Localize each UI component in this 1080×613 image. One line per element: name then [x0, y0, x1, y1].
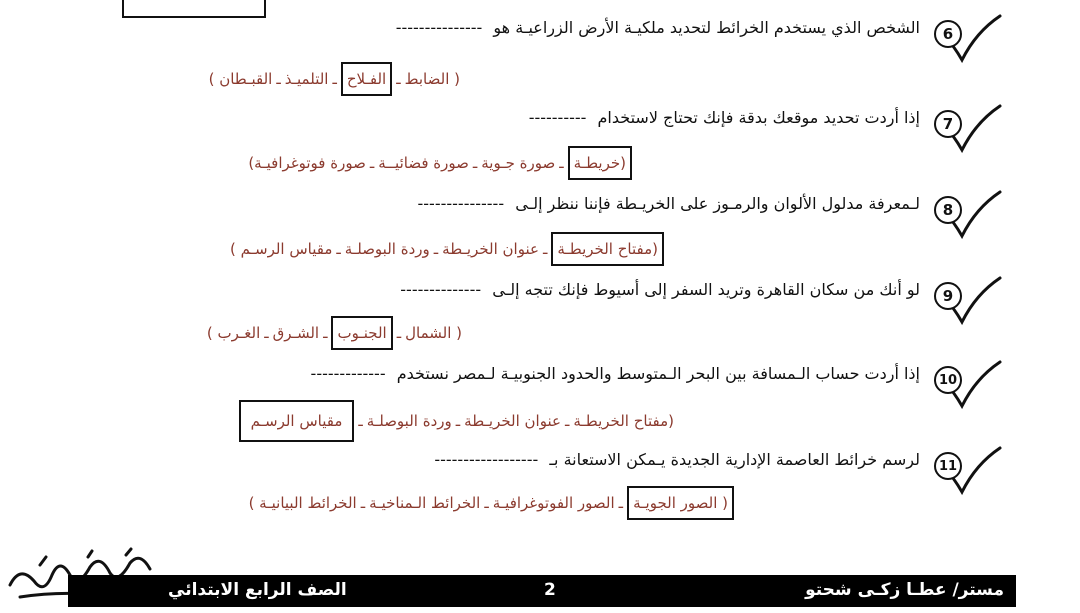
option: صورة فضائيــة: [378, 154, 469, 172]
question-10: [0, 360, 1080, 400]
option: الصور الفوتوغرافيـة: [492, 494, 615, 512]
grade-label: الصف الرابع الابتدائي: [168, 580, 347, 600]
option: الخرائط الـمناخيـة: [369, 494, 481, 512]
question-text: [311, 364, 920, 383]
option-separator: ـ: [396, 324, 402, 342]
option-separator: ـ: [360, 494, 366, 512]
question-text-body: لرسم خرائط العاصمة الإدارية الجديدة يـمكن الاستعانة بـ: [549, 450, 920, 469]
question-text: [396, 18, 920, 37]
option-label: (خريطـة: [573, 154, 626, 172]
question-text: [434, 450, 920, 469]
option: عنوان الخريـطة: [464, 412, 561, 430]
option-selected: [568, 146, 632, 180]
option-separator: ـ: [369, 154, 375, 172]
options-row-9: [207, 316, 462, 350]
option: وردة البوصلـة: [344, 240, 430, 258]
option-selected: (مفتاح الخريطـة: [551, 232, 664, 266]
option: القبـطان ): [208, 70, 273, 88]
question-text-body: إذا أردت تحديد موقعك بدقة فإنك تحتاج لاستخدام: [597, 108, 920, 127]
options-row-7: [248, 146, 632, 180]
question-6: [0, 14, 1080, 54]
question-text-body: لو أنك من سكان القاهرة وتريد السفر إلى أسيوط فإنك تتجه إلـى: [492, 280, 920, 299]
options-row-11: [249, 486, 734, 520]
option-separator: ـ: [484, 494, 489, 512]
answer-blank: ----------: [528, 108, 587, 127]
teacher-name: مستر/ عطـا زكـى شحتو: [805, 580, 1004, 600]
footer-bar: [68, 575, 1016, 607]
answer-blank: ------------------: [434, 450, 539, 469]
question-text: [418, 194, 921, 213]
option-separator: ـ: [455, 412, 461, 430]
question-text: [400, 280, 920, 299]
question-8: [0, 190, 1080, 230]
option-separator: ـ: [559, 154, 564, 172]
answer-blank: --------------: [400, 280, 482, 299]
option-separator: ـ: [358, 412, 363, 430]
question-number: 7: [934, 110, 962, 138]
option-separator: ـ: [276, 70, 281, 88]
option-separator: ـ: [396, 70, 401, 88]
option-selected: مقياس الرسـم: [239, 400, 355, 442]
question-11: [0, 446, 1080, 486]
option-selected: الجنـوب: [331, 316, 392, 350]
option: صورة فوتوغرافيـة): [248, 154, 366, 172]
question-text: [529, 108, 920, 127]
option: عنوان الخريـطة: [442, 240, 539, 258]
option-separator: ـ: [542, 240, 548, 258]
option-separator: ـ: [472, 154, 478, 172]
answer-blank: ---------------: [395, 18, 483, 37]
option-separator: ـ: [336, 240, 341, 258]
options-row-8: [230, 232, 664, 266]
question-number: 6: [934, 20, 962, 48]
option: وردة البوصلـة: [366, 412, 452, 430]
option: مقياس الرسـم ): [230, 240, 333, 258]
question-number: 10: [934, 366, 962, 394]
option: التلميـذ: [284, 70, 329, 88]
option-separator: ـ: [264, 324, 269, 342]
option-separator: ـ: [433, 240, 439, 258]
option: الشـرق: [272, 324, 320, 342]
option: الخرائط البيانيـة ): [248, 494, 357, 512]
question-text-body: لـمعرفة مدلول الألوان والرمـوز على الخريـطة فإننا ننظر إلـى: [515, 194, 920, 213]
option: ( الضابط: [404, 70, 460, 88]
page-number: 2: [544, 580, 556, 600]
question-text-body: الشخص الذي يستخدم الخرائط لتحديد ملكيـة الأرض الزراعيـة هو: [493, 18, 920, 37]
question-number: 8: [934, 196, 962, 224]
question-9: [0, 276, 1080, 316]
question-text-body: إذا أردت حساب الـمسافة بين البحر الـمتوسط والحدود الجنوبيـة لـمصر نستخدم: [396, 364, 920, 383]
question-number: 11: [934, 452, 962, 480]
options-row-6: [209, 62, 460, 96]
answer-blank: -------------: [310, 364, 386, 383]
option: ( الشمال: [405, 324, 462, 342]
answer-blank: ---------------: [417, 194, 505, 213]
option-separator: ـ: [564, 412, 570, 430]
option-selected: ( الصور الجويـة: [627, 486, 734, 520]
question-number: 9: [934, 282, 962, 310]
options-row-10: [239, 400, 674, 434]
question-7: [0, 104, 1080, 144]
option-separator: ـ: [323, 324, 328, 342]
option-separator: ـ: [618, 494, 624, 512]
option: الغـرب ): [206, 324, 261, 342]
option: صورة جـوية: [481, 154, 556, 172]
option-separator: ـ: [332, 70, 337, 88]
option: (مفتاح الخريطـة: [573, 412, 674, 430]
option-selected: الفـلاح: [341, 62, 392, 96]
